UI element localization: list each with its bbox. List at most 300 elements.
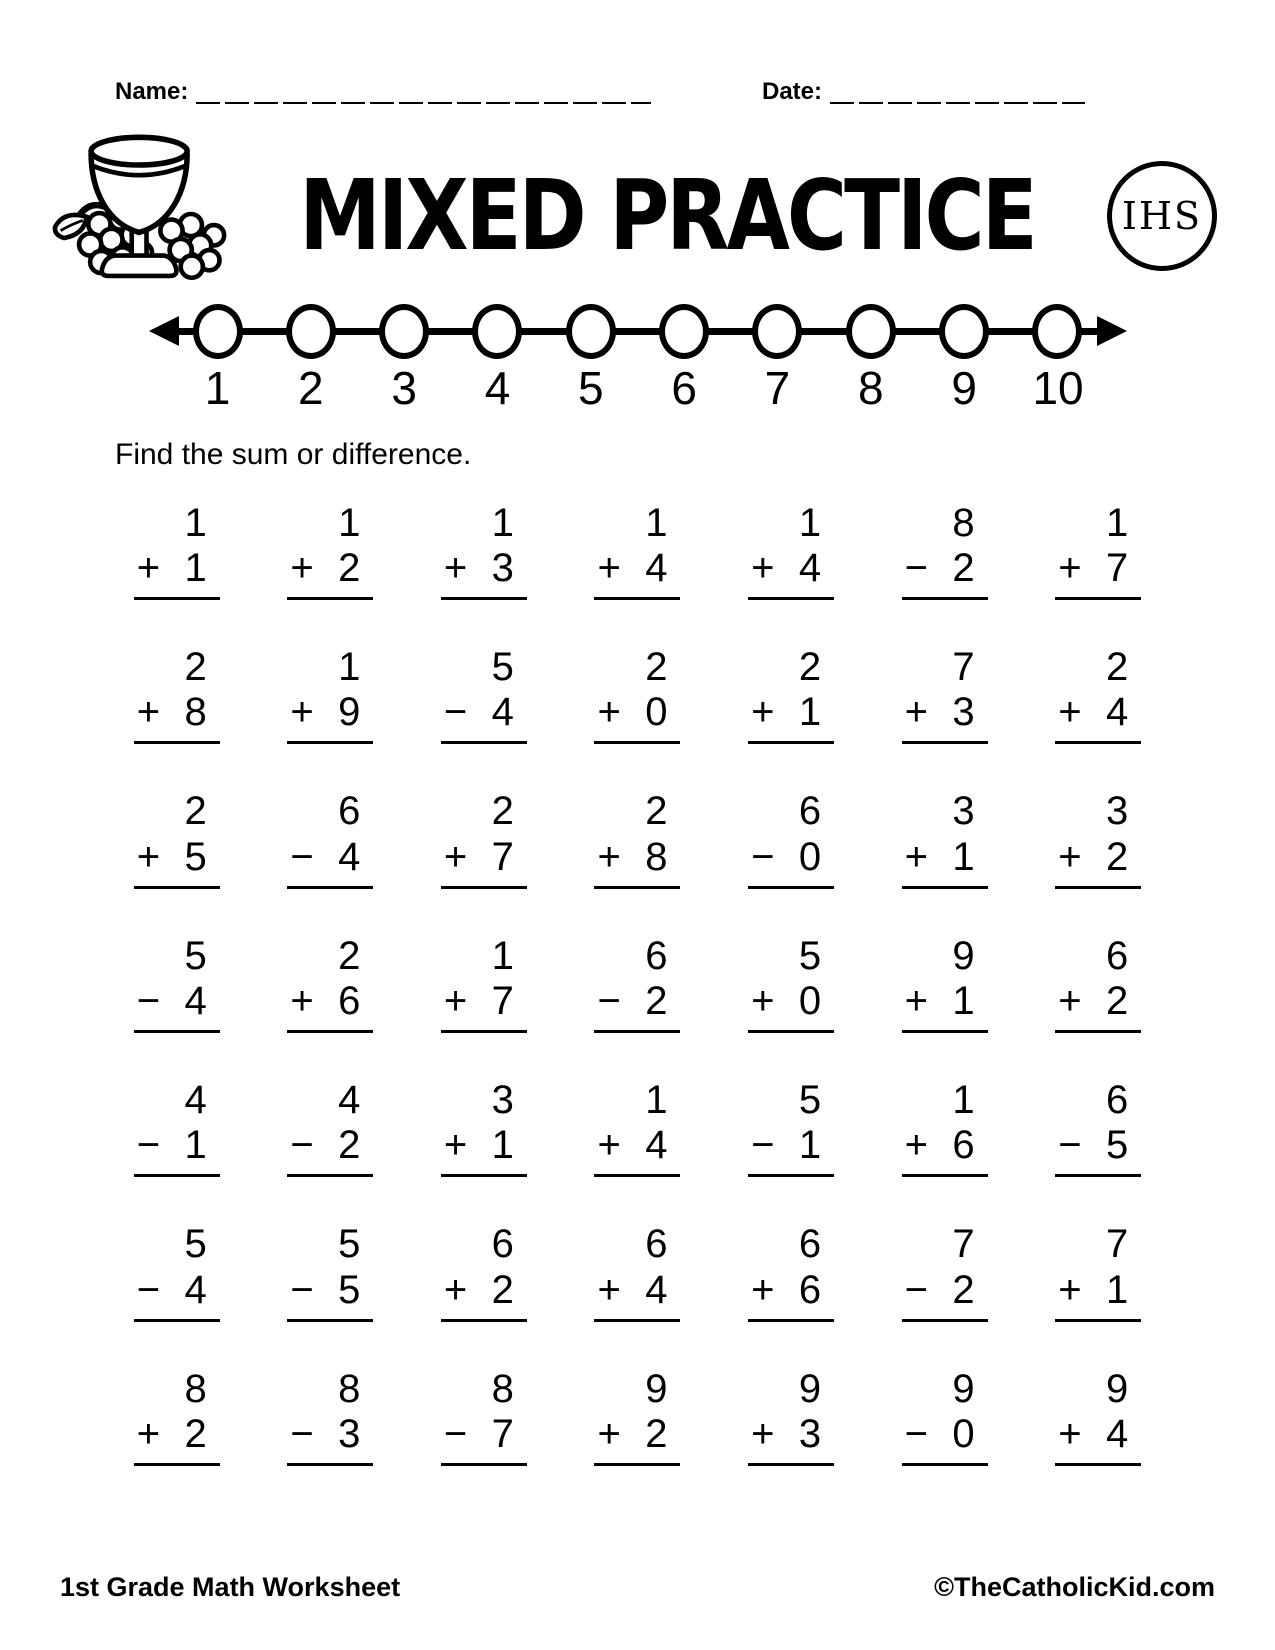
answer-line bbox=[902, 1030, 988, 1033]
problem-top-number: 6 bbox=[338, 789, 361, 834]
problem-operator: + bbox=[597, 1267, 621, 1312]
problem-r1c1 bbox=[134, 502, 220, 600]
problem-operator: + bbox=[443, 978, 468, 1023]
problem-bottom-number: 7 bbox=[491, 834, 514, 879]
problem-bottom-number: 4 bbox=[184, 978, 207, 1023]
problem-operator: + bbox=[904, 978, 928, 1023]
problem-bottom-row bbox=[748, 1122, 834, 1174]
problem-bottom-number: 2 bbox=[645, 978, 668, 1023]
answer-line bbox=[902, 741, 988, 744]
problem-bottom-number: 4 bbox=[1105, 1412, 1129, 1457]
problem-bottom-row bbox=[1055, 834, 1141, 886]
problem-bottom-number: 2 bbox=[338, 545, 361, 590]
footer-worksheet-label: 1st Grade Math Worksheet bbox=[60, 1572, 401, 1602]
problem-bottom-row bbox=[134, 834, 220, 886]
number-line-circle bbox=[193, 304, 243, 359]
problem-operator: − bbox=[443, 1412, 468, 1457]
number-line-circle bbox=[379, 304, 429, 359]
answer-line bbox=[441, 741, 527, 744]
problem-bottom-row bbox=[594, 689, 680, 741]
number-line-number: 8 bbox=[858, 362, 884, 414]
problem-r7c6 bbox=[902, 1368, 988, 1466]
problem-r4c2 bbox=[287, 935, 373, 1033]
problem-top-number: 2 bbox=[1105, 644, 1129, 689]
problem-bottom-number: 5 bbox=[338, 1267, 361, 1312]
problem-r3c7 bbox=[1055, 790, 1141, 888]
problem-r6c1 bbox=[134, 1223, 220, 1321]
problem-r2c1 bbox=[134, 646, 220, 744]
problem-bottom-row bbox=[441, 1411, 527, 1463]
answer-line bbox=[594, 741, 680, 744]
number-line-circles bbox=[193, 304, 1083, 359]
problem-bottom-number: 4 bbox=[1105, 690, 1129, 735]
problem-r1c4 bbox=[594, 502, 680, 600]
problem-top-number: 5 bbox=[338, 1222, 361, 1267]
problem-top-number: 3 bbox=[491, 1078, 514, 1123]
problem-bottom-number: 1 bbox=[1105, 1267, 1129, 1312]
problem-operator: − bbox=[136, 978, 161, 1023]
problem-bottom-number: 2 bbox=[1105, 834, 1129, 879]
problem-bottom-number: 8 bbox=[645, 834, 668, 879]
problem-top-number: 1 bbox=[798, 500, 822, 545]
number-line-circle bbox=[846, 304, 896, 359]
problem-top-number: 1 bbox=[491, 933, 514, 978]
problem-operator: + bbox=[904, 690, 928, 735]
problem-bottom-number: 3 bbox=[798, 1412, 822, 1457]
answer-line bbox=[1055, 1463, 1141, 1466]
problem-bottom-row bbox=[594, 1411, 680, 1463]
problem-bottom-number: 8 bbox=[184, 690, 207, 735]
problem-bottom-row bbox=[748, 1411, 834, 1463]
problem-bottom-row bbox=[441, 689, 527, 741]
problem-operator: + bbox=[751, 545, 775, 590]
problem-bottom-row bbox=[134, 1411, 220, 1463]
problem-operator: + bbox=[443, 1123, 468, 1168]
problem-bottom-row bbox=[287, 1267, 373, 1319]
problem-operator: + bbox=[136, 834, 161, 879]
problem-top-number: 3 bbox=[1105, 789, 1129, 834]
problem-bottom-number: 4 bbox=[491, 690, 514, 735]
problem-bottom-number: 2 bbox=[184, 1412, 207, 1457]
problem-operator: − bbox=[904, 1267, 928, 1312]
problem-operator: − bbox=[443, 690, 468, 735]
problem-r1c7 bbox=[1055, 502, 1141, 600]
problem-bottom-row bbox=[1055, 1411, 1141, 1463]
problem-r5c4 bbox=[594, 1079, 680, 1177]
problem-bottom-number: 5 bbox=[184, 834, 207, 879]
answer-line bbox=[287, 1463, 373, 1466]
ihs-host-badge bbox=[1107, 161, 1217, 271]
problem-bottom-row bbox=[902, 1411, 988, 1463]
name-field bbox=[115, 80, 651, 104]
problem-bottom-row bbox=[1055, 689, 1141, 741]
problem-bottom-number: 1 bbox=[952, 978, 975, 1023]
problem-operator: − bbox=[290, 1123, 314, 1168]
problem-bottom-row bbox=[287, 1411, 373, 1463]
problem-operator: + bbox=[597, 545, 621, 590]
problem-r4c6 bbox=[902, 935, 988, 1033]
number-line-number: 4 bbox=[484, 362, 511, 414]
answer-line bbox=[441, 1319, 527, 1322]
problem-r1c6 bbox=[902, 502, 988, 600]
number-line-number: 10 bbox=[1032, 362, 1084, 414]
problem-top-number: 1 bbox=[338, 500, 361, 545]
problem-bottom-row bbox=[441, 978, 527, 1030]
problem-bottom-row bbox=[441, 545, 527, 597]
problem-bottom-row bbox=[287, 689, 373, 741]
answer-line bbox=[134, 741, 220, 744]
problem-operator: − bbox=[136, 1267, 161, 1312]
problem-bottom-row bbox=[287, 1122, 373, 1174]
problem-bottom-number: 3 bbox=[491, 545, 514, 590]
problem-bottom-row bbox=[902, 545, 988, 597]
problem-bottom-number: 1 bbox=[184, 545, 207, 590]
problem-r4c1 bbox=[134, 935, 220, 1033]
problem-bottom-number: 3 bbox=[338, 1412, 361, 1457]
problem-r7c4 bbox=[594, 1368, 680, 1466]
answer-line bbox=[1055, 886, 1141, 889]
problem-top-number: 1 bbox=[491, 500, 514, 545]
problem-operator: − bbox=[904, 1412, 928, 1457]
problem-operator: + bbox=[290, 545, 314, 590]
answer-line bbox=[441, 597, 527, 600]
problem-bottom-number: 4 bbox=[645, 1267, 668, 1312]
problem-r3c2 bbox=[287, 790, 373, 888]
problem-top-number: 1 bbox=[952, 1078, 975, 1123]
name-label: Name: bbox=[115, 78, 189, 105]
answer-line bbox=[134, 886, 220, 889]
problem-bottom-row bbox=[441, 834, 527, 886]
problem-bottom-number: 1 bbox=[798, 690, 822, 735]
number-line-number: 6 bbox=[671, 362, 697, 414]
problem-operator: + bbox=[751, 1267, 775, 1312]
problem-operator: − bbox=[290, 1412, 314, 1457]
problem-bottom-number: 1 bbox=[798, 1123, 822, 1168]
answer-line bbox=[1055, 741, 1141, 744]
answer-line bbox=[748, 1319, 834, 1322]
problem-top-number: 1 bbox=[338, 644, 361, 689]
problem-r4c4 bbox=[594, 935, 680, 1033]
number-line-number: 9 bbox=[951, 362, 977, 414]
problem-bottom-row bbox=[594, 1267, 680, 1319]
problem-operator: − bbox=[290, 1267, 314, 1312]
problem-operator: + bbox=[751, 1412, 775, 1457]
problem-bottom-row bbox=[594, 978, 680, 1030]
date-blank-line bbox=[830, 80, 1085, 104]
answer-line bbox=[441, 1463, 527, 1466]
problem-r6c4 bbox=[594, 1223, 680, 1321]
answer-line bbox=[748, 1030, 834, 1033]
problem-top-number: 9 bbox=[798, 1366, 822, 1411]
problem-bottom-number: 2 bbox=[952, 545, 975, 590]
problem-operator: + bbox=[597, 690, 621, 735]
problem-operator: − bbox=[290, 834, 314, 879]
problem-top-number: 2 bbox=[645, 789, 668, 834]
problem-top-number: 9 bbox=[1105, 1366, 1129, 1411]
date-field bbox=[762, 80, 1085, 104]
answer-line bbox=[594, 1030, 680, 1033]
problem-top-number: 9 bbox=[952, 933, 975, 978]
answer-line bbox=[441, 886, 527, 889]
problem-bottom-row bbox=[748, 834, 834, 886]
answer-line bbox=[287, 1319, 373, 1322]
problem-bottom-row bbox=[902, 1267, 988, 1319]
problem-bottom-number: 1 bbox=[491, 1123, 514, 1168]
answer-line bbox=[748, 597, 834, 600]
ihs-badge-text: IHS bbox=[1121, 194, 1203, 238]
problem-bottom-number: 4 bbox=[645, 1123, 668, 1168]
hero-row bbox=[42, 132, 1217, 300]
problem-top-number: 2 bbox=[645, 644, 668, 689]
problem-operator: − bbox=[136, 1123, 161, 1168]
problem-operator: + bbox=[904, 1123, 928, 1168]
problem-bottom-row bbox=[902, 1122, 988, 1174]
problem-operator: + bbox=[443, 1267, 468, 1312]
problem-operator: − bbox=[1058, 1123, 1082, 1168]
problem-bottom-row bbox=[1055, 1122, 1141, 1174]
number-line-circle bbox=[566, 304, 616, 359]
problem-r2c7 bbox=[1055, 646, 1141, 744]
problem-top-number: 2 bbox=[184, 789, 207, 834]
problem-r2c2 bbox=[287, 646, 373, 744]
answer-line bbox=[134, 1174, 220, 1177]
problem-r6c5 bbox=[748, 1223, 834, 1321]
problem-bottom-number: 0 bbox=[798, 978, 822, 1023]
name-blank-line bbox=[196, 80, 651, 104]
problem-bottom-number: 2 bbox=[952, 1267, 975, 1312]
problem-top-number: 1 bbox=[645, 1078, 668, 1123]
problem-bottom-row bbox=[594, 834, 680, 886]
answer-line bbox=[902, 1174, 988, 1177]
problem-top-number: 8 bbox=[491, 1366, 514, 1411]
problem-operator: + bbox=[751, 690, 775, 735]
problem-operator: + bbox=[751, 978, 775, 1023]
problem-top-number: 6 bbox=[645, 933, 668, 978]
problem-operator: + bbox=[1058, 1412, 1082, 1457]
answer-line bbox=[902, 1319, 988, 1322]
problem-r7c3 bbox=[441, 1368, 527, 1466]
problem-bottom-number: 0 bbox=[952, 1412, 975, 1457]
problem-bottom-number: 6 bbox=[952, 1123, 975, 1168]
problem-bottom-row bbox=[134, 1122, 220, 1174]
problem-r1c3 bbox=[441, 502, 527, 600]
problem-operator: − bbox=[904, 545, 928, 590]
problem-r7c1 bbox=[134, 1368, 220, 1466]
problem-operator: + bbox=[443, 545, 468, 590]
problem-top-number: 4 bbox=[184, 1078, 207, 1123]
problem-bottom-row bbox=[134, 545, 220, 597]
answer-line bbox=[287, 597, 373, 600]
problem-operator: + bbox=[136, 545, 161, 590]
problem-bottom-row bbox=[134, 978, 220, 1030]
answer-line bbox=[287, 1174, 373, 1177]
problem-top-number: 9 bbox=[952, 1366, 975, 1411]
problem-top-number: 6 bbox=[798, 789, 822, 834]
number-line-number: 7 bbox=[764, 362, 791, 414]
number-line-circle bbox=[286, 304, 336, 359]
number-line bbox=[193, 304, 1083, 414]
problem-r5c7 bbox=[1055, 1079, 1141, 1177]
problem-operator: + bbox=[136, 690, 161, 735]
problem-bottom-number: 1 bbox=[952, 834, 975, 879]
problem-bottom-number: 6 bbox=[338, 978, 361, 1023]
problem-operator: + bbox=[290, 978, 314, 1023]
problem-top-number: 5 bbox=[184, 1222, 207, 1267]
problem-bottom-row bbox=[1055, 545, 1141, 597]
answer-line bbox=[594, 1463, 680, 1466]
answer-line bbox=[441, 1174, 527, 1177]
problem-bottom-number: 7 bbox=[1105, 545, 1129, 590]
problem-bottom-number: 5 bbox=[1105, 1123, 1129, 1168]
problem-top-number: 7 bbox=[952, 644, 975, 689]
problem-operator: + bbox=[443, 834, 468, 879]
problem-r7c5 bbox=[748, 1368, 834, 1466]
number-line-numbers bbox=[193, 363, 1083, 414]
problem-bottom-row bbox=[748, 689, 834, 741]
number-line-circle bbox=[752, 304, 802, 359]
problem-bottom-number: 2 bbox=[645, 1412, 668, 1457]
problem-r5c6 bbox=[902, 1079, 988, 1177]
number-line-circle bbox=[1032, 304, 1082, 359]
problem-top-number: 6 bbox=[1105, 1078, 1129, 1123]
problem-operator: + bbox=[1058, 978, 1082, 1023]
problem-r3c1 bbox=[134, 790, 220, 888]
problem-operator: − bbox=[751, 1123, 775, 1168]
instruction-text: Find the sum or difference. bbox=[115, 437, 472, 471]
problem-bottom-number: 2 bbox=[1105, 978, 1129, 1023]
problem-r5c3 bbox=[441, 1079, 527, 1177]
problem-top-number: 4 bbox=[338, 1078, 361, 1123]
problem-top-number: 6 bbox=[491, 1222, 514, 1267]
problem-top-number: 2 bbox=[338, 933, 361, 978]
problem-bottom-row bbox=[441, 1122, 527, 1174]
problem-r2c6 bbox=[902, 646, 988, 744]
problem-top-number: 6 bbox=[1105, 933, 1129, 978]
answer-line bbox=[902, 886, 988, 889]
problem-bottom-number: 7 bbox=[491, 1412, 514, 1457]
problem-bottom-number: 9 bbox=[338, 690, 361, 735]
problem-bottom-row bbox=[902, 978, 988, 1030]
problem-top-number: 3 bbox=[952, 789, 975, 834]
footer-copyright: ©TheCatholicKid.com bbox=[934, 1572, 1215, 1602]
number-line-circle bbox=[939, 304, 989, 359]
problem-top-number: 5 bbox=[184, 933, 207, 978]
problem-top-number: 2 bbox=[491, 789, 514, 834]
problem-bottom-row bbox=[594, 545, 680, 597]
problem-bottom-row bbox=[287, 834, 373, 886]
answer-line bbox=[594, 1319, 680, 1322]
problem-top-number: 5 bbox=[798, 1078, 822, 1123]
answer-line bbox=[287, 1030, 373, 1033]
answer-line bbox=[1055, 597, 1141, 600]
problem-r5c2 bbox=[287, 1079, 373, 1177]
problem-top-number: 5 bbox=[491, 644, 514, 689]
problem-bottom-number: 2 bbox=[338, 1123, 361, 1168]
answer-line bbox=[134, 597, 220, 600]
problem-bottom-number: 0 bbox=[798, 834, 822, 879]
problem-r3c5 bbox=[748, 790, 834, 888]
problem-bottom-number: 7 bbox=[491, 978, 514, 1023]
problem-bottom-number: 2 bbox=[491, 1267, 514, 1312]
date-label: Date: bbox=[761, 78, 822, 105]
number-line-number: 1 bbox=[204, 362, 231, 414]
problem-top-number: 6 bbox=[645, 1222, 668, 1267]
problem-operator: + bbox=[136, 1412, 161, 1457]
footer bbox=[60, 1572, 1215, 1603]
answer-line bbox=[1055, 1174, 1141, 1177]
problem-r6c7 bbox=[1055, 1223, 1141, 1321]
problem-bottom-number: 4 bbox=[338, 834, 361, 879]
problem-bottom-row bbox=[134, 1267, 220, 1319]
problem-bottom-row bbox=[287, 978, 373, 1030]
answer-line bbox=[748, 741, 834, 744]
answer-line bbox=[1055, 1030, 1141, 1033]
problem-r5c5 bbox=[748, 1079, 834, 1177]
problem-r6c2 bbox=[287, 1223, 373, 1321]
problem-r1c2 bbox=[287, 502, 373, 600]
communion-chalice-grapes-icon bbox=[42, 129, 227, 304]
problem-bottom-number: 4 bbox=[184, 1267, 207, 1312]
problem-bottom-number: 1 bbox=[184, 1123, 207, 1168]
problem-top-number: 2 bbox=[798, 644, 822, 689]
problem-r4c7 bbox=[1055, 935, 1141, 1033]
problem-r7c2 bbox=[287, 1368, 373, 1466]
problem-top-number: 8 bbox=[184, 1366, 207, 1411]
problem-bottom-number: 0 bbox=[645, 690, 668, 735]
problem-operator: + bbox=[597, 1123, 621, 1168]
problem-r7c7 bbox=[1055, 1368, 1141, 1466]
problem-bottom-number: 4 bbox=[645, 545, 668, 590]
answer-line bbox=[902, 597, 988, 600]
problem-bottom-row bbox=[1055, 1267, 1141, 1319]
page-title: MIXED PRACTICE bbox=[299, 159, 1035, 273]
answer-line bbox=[594, 1174, 680, 1177]
problem-r2c5 bbox=[748, 646, 834, 744]
problem-r1c5 bbox=[748, 502, 834, 600]
answer-line bbox=[134, 1030, 220, 1033]
problem-top-number: 1 bbox=[184, 500, 207, 545]
problem-operator: − bbox=[751, 834, 775, 879]
problem-operator: + bbox=[1058, 1267, 1082, 1312]
problem-bottom-row bbox=[748, 978, 834, 1030]
problem-bottom-number: 3 bbox=[952, 690, 975, 735]
problem-bottom-row bbox=[1055, 978, 1141, 1030]
problem-r4c3 bbox=[441, 935, 527, 1033]
problem-operator: + bbox=[904, 834, 928, 879]
problem-bottom-number: 6 bbox=[798, 1267, 822, 1312]
problem-operator: + bbox=[1058, 834, 1082, 879]
problem-r3c6 bbox=[902, 790, 988, 888]
number-line-circle bbox=[659, 304, 709, 359]
number-line-number: 2 bbox=[298, 362, 324, 414]
problem-bottom-row bbox=[134, 689, 220, 741]
problem-operator: + bbox=[290, 690, 314, 735]
answer-line bbox=[441, 1030, 527, 1033]
problem-r2c4 bbox=[594, 646, 680, 744]
answer-line bbox=[594, 597, 680, 600]
problem-r4c5 bbox=[748, 935, 834, 1033]
problem-top-number: 1 bbox=[1105, 500, 1129, 545]
number-line-right-arrow-icon bbox=[1097, 316, 1127, 346]
problem-r5c1 bbox=[134, 1079, 220, 1177]
number-line-number: 5 bbox=[578, 362, 604, 414]
answer-line bbox=[748, 1463, 834, 1466]
number-line-left-arrow-icon bbox=[149, 316, 179, 346]
problem-top-number: 8 bbox=[338, 1366, 361, 1411]
problem-r3c4 bbox=[594, 790, 680, 888]
problem-top-number: 8 bbox=[952, 500, 975, 545]
problem-r2c3 bbox=[441, 646, 527, 744]
